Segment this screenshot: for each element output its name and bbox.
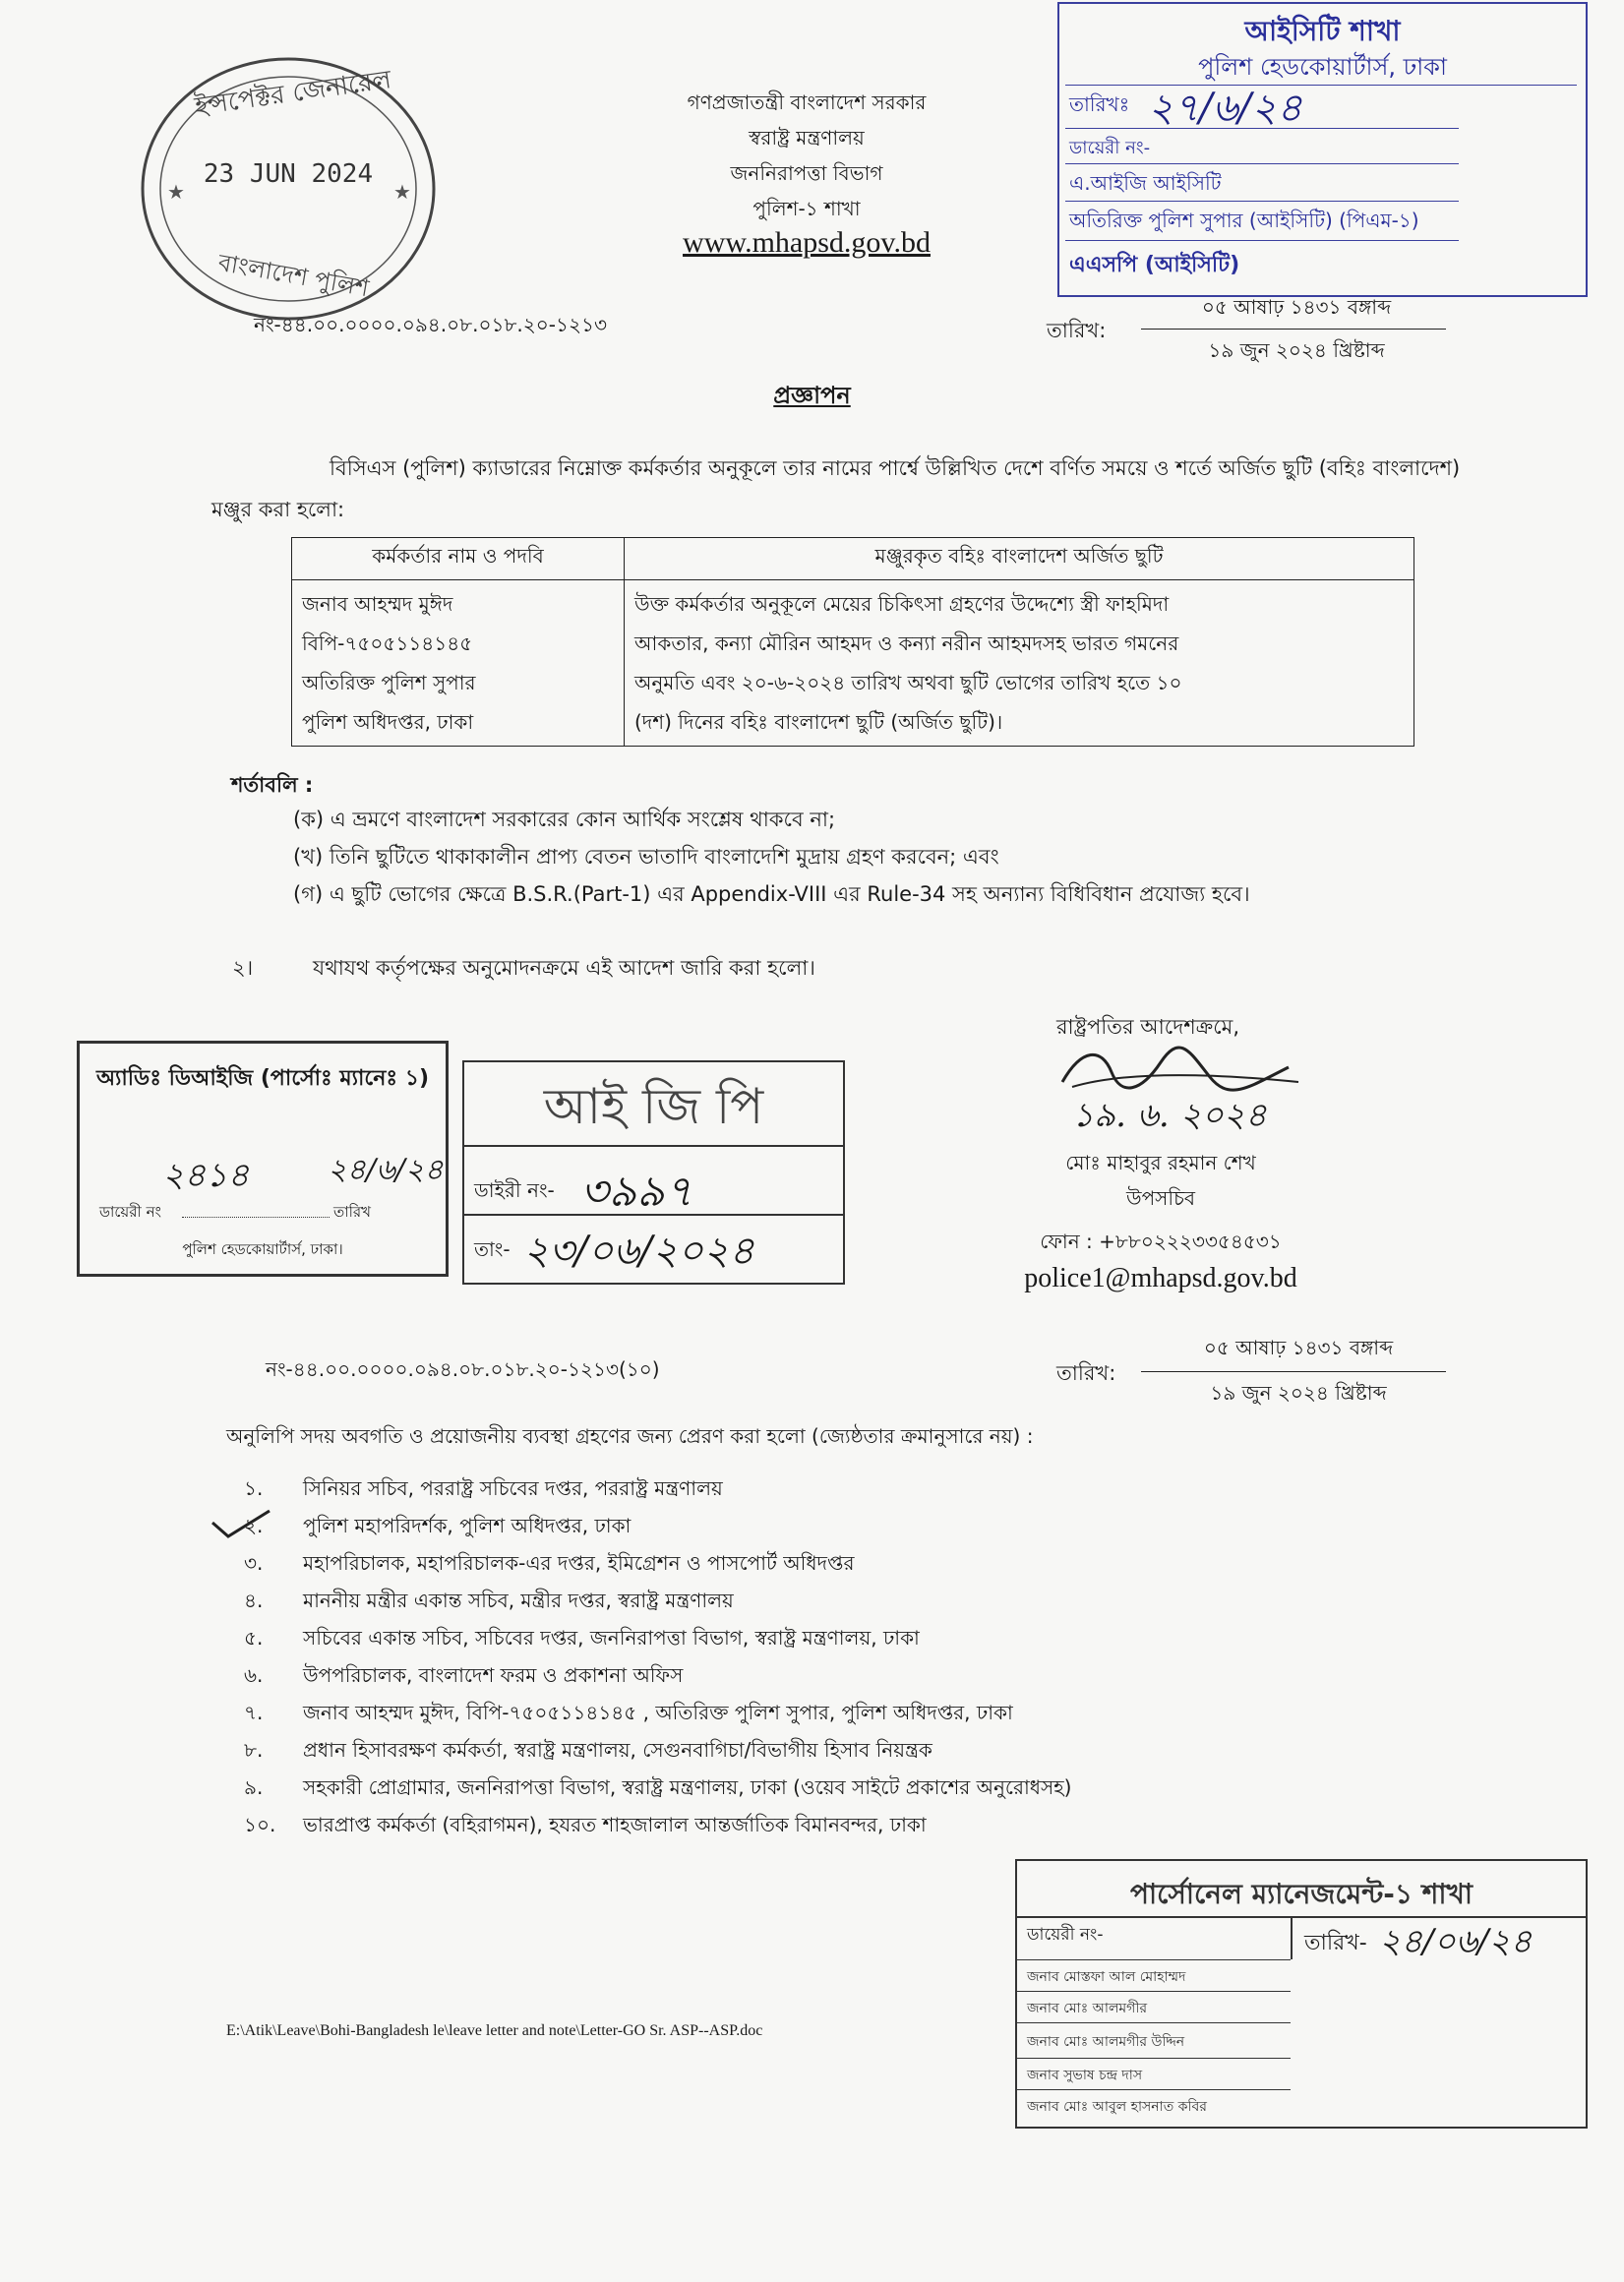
pm-stamp-title: পার্সোনেল ম্যানেজমেন্ট-১ শাখা bbox=[1130, 1878, 1473, 1910]
grant-col2-header: মঞ্জুরকৃত বহিঃ বাংলাদেশ অর্জিত ছুটি bbox=[625, 538, 1414, 580]
para2-text: যথাযথ কর্তৃপক্ষের অনুমোদনক্রমে এই আদেশ জারি করা হলো। bbox=[313, 956, 815, 980]
signatory-email: police1@mhapsd.gov.bd bbox=[1024, 1263, 1297, 1293]
gov-header bbox=[630, 85, 984, 260]
svg-text:★: ★ bbox=[393, 180, 411, 204]
svg-text:★: ★ bbox=[167, 180, 185, 204]
signatory-phone: ফোন : +৮৮০২২২৩৩৫৪৫৩১ bbox=[1040, 1230, 1282, 1253]
condition-item: (গ) এ ছুটি ভোগের ক্ষেত্রে B.S.R.(Part-1) এর Appendix-VIII এর Rule-34 সহ অন্যান্য বিধিবিধান প্রযোজ্য হবে। bbox=[293, 882, 1250, 906]
officer-post: অতিরিক্ত পুলিশ সুপার bbox=[302, 671, 476, 694]
igp-date-value: ২৩/০৬/২০২৪ bbox=[523, 1229, 754, 1274]
intro-text: বিসিএস (পুলিশ) ক্যাডারের নিম্নোক্ত কর্মকর্তার অনুকূলে তার নামের পার্শ্বে উল্লিখিত দেশে বর্ণিত সময়ে ও শর্তে অর্জিত ছুটি (বহিঃ বাংলাদেশ) মঞ্জুর করা হলো: bbox=[211, 456, 1461, 521]
pm-row-1: জনাব মোস্তফা আল মোহাম্মদ bbox=[1027, 1969, 1186, 1985]
leave-cell bbox=[625, 580, 1414, 747]
pm-stamp bbox=[1015, 1859, 1588, 2129]
leave-line-4: (দশ) দিনের বহিঃ বাংলাদেশ ছুটি (অর্জিত ছুটি)। bbox=[634, 710, 1003, 734]
copy-memo-date-english: ১৯ জুন ২০২৪ খ্রিষ্টাব্দ bbox=[1210, 1381, 1387, 1405]
list-item: ৩. মহাপরিচালক, মহাপরিচালক-এর দপ্তর, ইমিগ্রেশন ও পাসপোর্ট অধিদপ্তর bbox=[244, 1551, 855, 1575]
leave-line-1: উক্ত কর্মকর্তার অনুকূলে মেয়ের চিকিৎসা গ্রহণের উদ্দেশ্যে স্ত্রী ফাহমিদা bbox=[634, 592, 1170, 616]
leave-line-3: অনুমতি এবং ২০-৬-২০২৪ তারিখ অথবা ছুটি ভোগের তারিখ হতে ১০ bbox=[634, 671, 1182, 694]
list-item: ৭. জনাব আহম্মদ মুঈদ, বিপি-৭৫০৫১১৪১৪৫ , অতিরিক্ত পুলিশ সুপার, পুলিশ অধিদপ্তর, ঢাকা bbox=[244, 1701, 1013, 1724]
condition-item: (ক) এ ভ্রমণে বাংলাদেশ সরকারের কোন আর্থিক সংশ্লেষ থাকবে না; bbox=[293, 808, 836, 831]
ict-stamp-title: আইসিটি শাখা bbox=[1244, 15, 1401, 47]
list-item: ১০. ভারপ্রাপ্ত কর্মকর্তা (বহিরাগমন), হযরত শাহজালাল আন্তর্জাতিক বিমানবন্দর, ঢাকা bbox=[244, 1813, 927, 1836]
addl-dig-date-label: তারিখ bbox=[333, 1203, 371, 1221]
memo-date-rule bbox=[1141, 329, 1446, 330]
igp-stamp bbox=[462, 1060, 845, 1285]
header-line-1: গণপ্রজাতন্ত্রী বাংলাদেশ সরকার bbox=[687, 90, 927, 114]
pm-date-value: ২৪/০৬/২৪ bbox=[1379, 1922, 1533, 1961]
pm-diary-label: ডায়েরী নং- bbox=[1027, 1925, 1104, 1945]
memo-ref: নং-৪৪.০০.০০০০.০৯৪.০৮.০১৮.২০-১২১৩ bbox=[254, 313, 607, 336]
memo-date-label: তারিখ: bbox=[1047, 319, 1107, 342]
round-seal-bottom: বাংলাদেশ পুলিশ bbox=[215, 248, 372, 303]
header-line-4: পুলিশ-১ শাখা bbox=[752, 197, 861, 220]
addl-dig-title: অ্যাডিঃ ডিআইজি (পার্সোঃ ম্যানেঃ ১) bbox=[95, 1066, 430, 1091]
leave-line-2: আকতার, কন্যা মৌরিন আহমদ ও কন্যা নরীন আহমদসহ ভারত গমনের bbox=[634, 631, 1179, 655]
signatory-designation: উপসচিব bbox=[1125, 1186, 1195, 1210]
signatory-name: মোঃ মাহাবুর রহমান শেখ bbox=[1065, 1151, 1256, 1174]
addl-dig-footer: পুলিশ হেডকোয়ার্টার্স, ঢাকা। bbox=[182, 1240, 343, 1258]
igp-diary-value: ৩৯৯৭ bbox=[580, 1167, 693, 1217]
pm-date-label: তারিখ- bbox=[1304, 1931, 1367, 1955]
igp-stamp-title: আই জি পি bbox=[543, 1078, 764, 1135]
ict-diary-label: ডায়েরী নং- bbox=[1069, 138, 1151, 158]
handwritten-tick bbox=[209, 1505, 277, 1548]
tick-mark bbox=[209, 1505, 277, 1544]
grant-table-wrap bbox=[291, 537, 1414, 747]
pm-row-3: জনাব মোঃ আলমগীর উদ্দিন bbox=[1027, 2034, 1185, 2050]
list-item: ৬. উপপরিচালক, বাংলাদেশ ফরম ও প্রকাশনা অফিস bbox=[244, 1663, 684, 1687]
document-title: প্রজ্ঞাপন bbox=[773, 382, 851, 409]
grant-table bbox=[291, 537, 1414, 747]
pm-row-2: জনাব মোঃ আলমগীর bbox=[1027, 2001, 1148, 2016]
conditions-heading: শর্তাবলি : bbox=[231, 773, 314, 797]
list-item: ৪. মাননীয় মন্ত্রীর একান্ত সচিব, মন্ত্রীর দপ্তর, স্বরাষ্ট্র মন্ত্রণালয় bbox=[244, 1589, 734, 1612]
officer-cell bbox=[292, 580, 625, 747]
round-seal-date: 23 JUN 2024 bbox=[203, 159, 374, 189]
addl-dig-number: ২৪১৪ bbox=[162, 1156, 250, 1195]
memo-date-english: ১৯ জুন ২০২৪ খ্রিষ্টাব্দ bbox=[1208, 338, 1385, 362]
list-item: ৯. সহকারী প্রোগ্রামার, জননিরাপত্তা বিভাগ, স্বরাষ্ট্র মন্ত্রণালয়, ঢাকা (ওয়েব সাইটে প্রকাশের অনুরোধসহ) bbox=[244, 1775, 1072, 1799]
intro-paragraph bbox=[211, 448, 1475, 530]
addl-dig-diary-label: ডায়েরী নং bbox=[99, 1203, 161, 1221]
memo-date-bangla: ০৫ আষাঢ় ১৪৩১ বঙ্গাব্দ bbox=[1201, 295, 1392, 319]
round-seal bbox=[126, 51, 451, 327]
signature-order: রাষ্ট্রপতির আদেশক্রমে, bbox=[1056, 1015, 1239, 1039]
distribution-intro: অনুলিপি সদয় অবগতি ও প্রয়োজনীয় ব্যবস্থা গ্রহণের জন্য প্রেরণ করা হলো (জ্যেষ্ঠতার ক্রমানুসারে নয়) : bbox=[226, 1424, 1034, 1448]
list-item: ৫. সচিবের একান্ত সচিব, সচিবের দপ্তর, জননিরাপত্তা বিভাগ, স্বরাষ্ট্র মন্ত্রণালয়, ঢাকা bbox=[244, 1626, 920, 1650]
header-line-3: জননিরাপত্তা বিভাগ bbox=[730, 161, 883, 185]
list-item: ২. পুলিশ মহাপরিদর্শক, পুলিশ অধিদপ্তর, ঢাকা bbox=[244, 1514, 632, 1537]
ict-stamp-subtitle: পুলিশ হেডকোয়ার্টার্স, ঢাকা bbox=[1198, 53, 1447, 81]
officer-bp: বিপি-৭৫০৫১১৪১৪৫ bbox=[302, 631, 473, 655]
ict-stamp bbox=[1057, 2, 1588, 297]
grant-col1-header: কর্মকর্তার নাম ও পদবি bbox=[292, 538, 625, 580]
igp-date-label: তাং- bbox=[474, 1237, 511, 1261]
ict-date-value: ২৭/৬/২৪ bbox=[1148, 86, 1302, 131]
list-item: ১. সিনিয়র সচিব, পররাষ্ট্র সচিবের দপ্তর, পররাষ্ট্র মন্ত্রণালয় bbox=[244, 1476, 723, 1500]
conditions-list bbox=[293, 801, 1474, 913]
list-item: ৮. প্রধান হিসাবরক্ষণ কর্মকর্তা, স্বরাষ্ট্র মন্ত্রণালয়, সেগুনবাগিচা/বিভাগীয় হিসাব নিয়ন্ত্রক bbox=[244, 1738, 932, 1762]
header-line-2: স্বরাষ্ট্র মন্ত্রণালয় bbox=[749, 126, 865, 150]
pm-row-4: জনাব সুভাষ চন্দ্র দাস bbox=[1027, 2068, 1143, 2083]
ict-row-3: এএসপি (আইসিটি) bbox=[1069, 253, 1240, 277]
copy-memo-ref: নং-৪৪.০০.০০০০.০৯৪.০৮.০১৮.২০-১২১৩(১০) bbox=[266, 1357, 660, 1381]
igp-diary-label: ডাইরী নং- bbox=[474, 1178, 555, 1202]
copy-memo-date-bangla: ০৫ আষাঢ় ১৪৩১ বঙ্গাব্দ bbox=[1203, 1336, 1394, 1359]
ict-date-label: তারিখঃ bbox=[1069, 92, 1130, 116]
addl-dig-stamp bbox=[77, 1041, 449, 1277]
copy-memo-date-label: তারিখ: bbox=[1056, 1361, 1116, 1385]
officer-name: জনাব আহম্মদ মুঈদ bbox=[302, 592, 453, 616]
copy-memo-date-rule bbox=[1141, 1371, 1446, 1372]
header-url: www.mhapsd.gov.bd bbox=[683, 226, 931, 259]
para2-num: ২। bbox=[232, 956, 254, 980]
pm-row-5: জনাব মোঃ আবুল হাসনাত কবির bbox=[1027, 2099, 1207, 2115]
condition-item: (খ) তিনি ছুটিতে থাকাকালীন প্রাপ্য বেতন ভাতাদি বাংলাদেশি মুদ্রায় গ্রহণ করবেন; এবং bbox=[293, 845, 999, 869]
ict-row-2: অতিরিক্ত পুলিশ সুপার (আইসিটি) (পিএম-১) bbox=[1069, 209, 1419, 232]
officer-office: পুলিশ অধিদপ্তর, ঢাকা bbox=[302, 710, 474, 734]
footer-file-path: E:\Atik\Leave\Bohi-Bangladesh le\leave letter and note\Letter-GO Sr. ASP--ASP.doc bbox=[226, 2022, 763, 2039]
addl-dig-date: ২৪/৬/২৪ bbox=[328, 1153, 444, 1187]
round-seal-top: ইন্সপেক্টর জেনারেল bbox=[193, 65, 393, 122]
distribution-list bbox=[244, 1470, 1375, 1843]
signature-date: ১৯. ৬. ২০২৪ bbox=[1072, 1096, 1267, 1135]
signature-details bbox=[984, 1145, 1338, 1294]
ict-row-1: এ.আইজি আইসিটি bbox=[1069, 171, 1222, 195]
